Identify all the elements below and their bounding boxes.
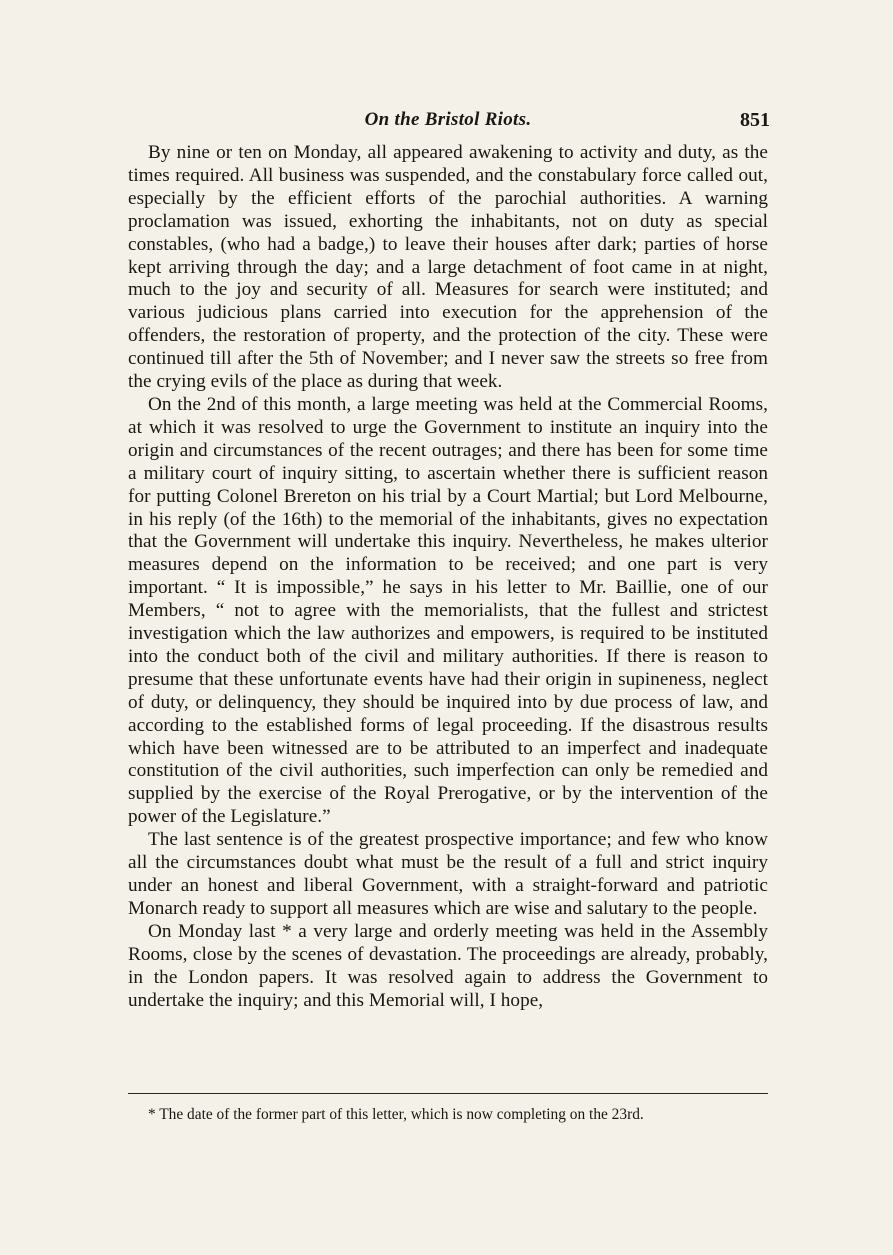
footnote: * The date of the former part of this letter, which is now completing on the 23rd. — [148, 1106, 644, 1123]
paragraph-monday-awakening: By nine or ten on Monday, all appeared awakening to activity and duty, as the times required. All business was suspended, and the constabulary force called out, especially by the efficient efforts of the parochial authorities. A warning proclamation was issued, exhorting the inhabitants, not on duty as special constables, (who had a badge,) to leave their houses after dark; parties of horse kept arriving through the day; and a large detachment of foot came in at night, much to the joy and security of all. Measures for search were instituted; and various judicious plans carried into execution for the apprehension of the offenders, the restoration of property, and the protection of the city. These were continued till after the 5th of November; and I never saw the streets so free from the crying evils of the place as during that week. — [128, 142, 768, 393]
paragraph-assembly-rooms-meeting: On Monday last * a very large and orderly meeting was held in the Assembly Rooms, close by the scenes of devastation. The proceedings are already, probably, in the London papers. It was resolved again to address the Government to undertake the inquiry; and this Memorial will, I hope, — [128, 920, 768, 1011]
body-text — [128, 142, 768, 1012]
paragraph-last-sentence: The last sentence is of the greatest prospective importance; and few who know all the circumstances doubt what must be the result of a full and strict inquiry under an honest and liberal Government, with a straight-forward and patriotic Monarch ready to support all measures which are wise and salutary to the people. — [128, 829, 768, 919]
page-number: 851 — [740, 109, 770, 131]
running-head — [128, 107, 768, 137]
paragraph-commercial-rooms-meeting: On the 2nd of this month, a large meeting was held at the Commercial Rooms, at which it was resolved to urge the Government to institute an inquiry into the origin and circumstances of the recent outrages; and there has been for some time a military court of inquiry sitting, to ascertain whether there is sufficient reason for putting Colonel Brereton on his trial by a Court Martial; but Lord Melbourne, in his reply (of the 16th) to the memorial of the inhabitants, gives no expectation that the Government will undertake this inquiry. Nevertheless, he makes ulterior measures depend on the information to be received; and one part is very important. “ It is impossible,” he says in his letter to Mr. Baillie, one of our Members, “ not to agree with the memorialists, that the fullest and strictest investigation which the law authorizes and empowers, is required to be instituted into the conduct both of the civil and military authorities. If there is reason to presume that these unfortunate events have had their origin in supineness, neglect of duty, or delinquency, they should be inquired into by due process of law, and according to the established forms of legal proceeding. If the disastrous results which have been witnessed are to be attributed to an imperfect and inadequate constitution of the civil authorities, such imperfection can only be remedied and supplied by the exercise of the Royal Prerogative, or by the intervention of the power of the Legislature.” — [128, 393, 768, 828]
footnote-rule — [128, 1093, 768, 1094]
running-title: On the Bristol Riots. — [364, 109, 532, 130]
